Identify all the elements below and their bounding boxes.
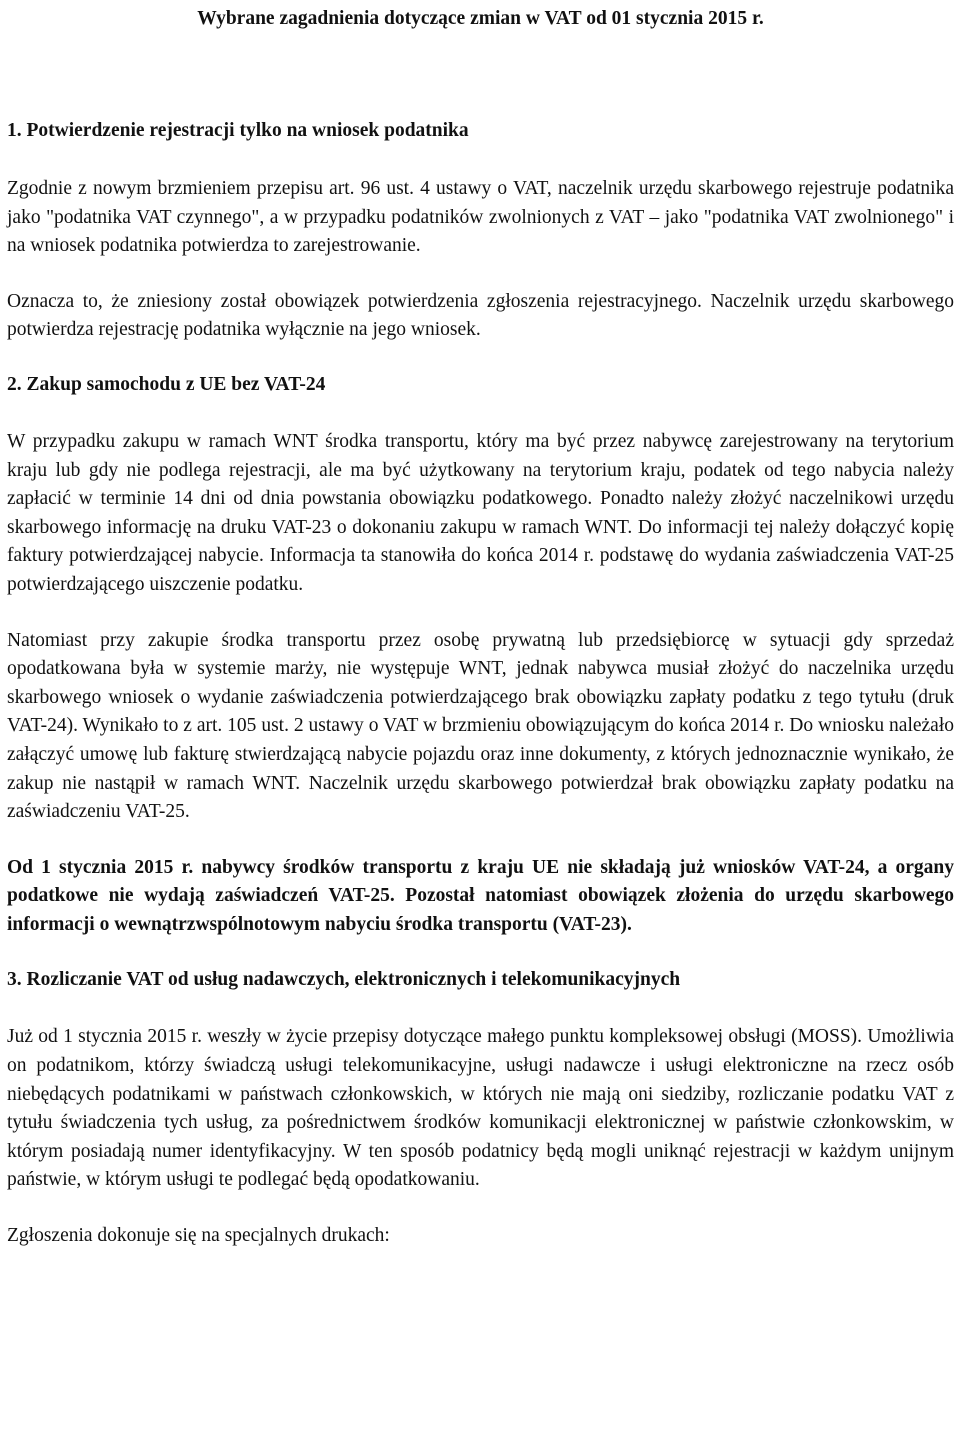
section-3-paragraph-2: Zgłoszenia dokonuje się na specjalnych drukach: xyxy=(7,1225,390,1247)
section-2-paragraph-3: Od 1 stycznia 2015 r. nabywcy środków transportu z kraju UE nie składają już wniosków VAT-24, a organy podatkowe nie wydają zaświadczeń VAT-25. Pozostał natomiast obowiązek złożenia do urzędu skarbowego informacji o wewnątrzwspólnotowym nabyciu środka transportu (VAT-23). xyxy=(7,856,954,935)
section-1-heading: 1. Potwierdzenie rejestracji tylko na wniosek podatnika xyxy=(7,120,469,141)
section-1-paragraph-1: Zgodnie z nowym brzmieniem przepisu art. 96 ust. 4 ustawy o VAT, naczelnik urzędu skarbowego rejestruje podatnika jako "podatnika VAT czynnego", a w przypadku podatników zwolnionych z VAT – jako "podatnika VAT zwolnionego" i na wniosek podatnika potwierdza to zarejestrowanie. xyxy=(7,178,954,257)
section-3-paragraph-1: Już od 1 stycznia 2015 r. weszły w życie przepisy dotyczące małego punktu kompleksowej obsługi (MOSS). Umożliwia on podatnikom, którzy świadczą usługi telekomunikacyjne, usługi nadawcze i usługi elektroniczne na rzecz osób niebędących podatnikami w państwach członkowskich, w których nie mają oni siedziby, rozliczanie podatku VAT z tytułu świadczenia tych usług, za pośrednictwem środków komunikacji elektronicznej w państwie członkowskim, w którym posiadają numer identyfikacyjny. W ten sposób podatnicy będą mogli uniknąć rejestracji w każdym unijnym państwie, w którym usługi te podlegać będą opodatkowaniu. xyxy=(7,1026,954,1191)
section-2-paragraph-1: W przypadku zakupu w ramach WNT środka transportu, który ma być przez nabywcę zarejestrowany na terytorium kraju lub gdy nie podlega rejestracji, ale ma być użytkowany na terytorium kraju, podatek od tego nabycia należy zapłacić w terminie 14 dni od dnia powstania obowiązku podatkowego. Ponadto należy złożyć naczelnikowi urzędu skarbowego informację na druku VAT-23 o dokonaniu zakupu w ramach WNT. Do informacji tej należy dołączyć kopię faktury potwierdzającej nabycie. Informacja ta stanowiła do końca 2014 r. podstawę do wydania zaświadczenia VAT-25 potwierdzającego uiszczenie podatku. xyxy=(7,430,954,595)
document-title: Wybrane zagadnienia dotyczące zmian w VAT od 01 stycznia 2015 r. xyxy=(197,8,764,29)
section-3-heading: 3. Rozliczanie VAT od usług nadawczych, elektronicznych i telekomunikacyjnych xyxy=(7,969,681,991)
section-2-heading: 2. Zakup samochodu z UE bez VAT-24 xyxy=(7,373,326,395)
section-1-paragraph-2: Oznacza to, że zniesiony został obowiązek potwierdzenia zgłoszenia rejestracyjnego. Naczelnik urzędu skarbowego potwierdza rejestrację podatnika wyłącznie na jego wniosek. xyxy=(7,290,954,341)
document-page xyxy=(7,0,954,1251)
section-2-paragraph-2: Natomiast przy zakupie środka transportu przez osobę prywatną lub przedsiębiorcę w sytuacji gdy sprzedaż opodatkowana była w systemie marży, nie występuje WNT, jednak nabywca musiał złożyć do naczelnika urzędu skarbowego wniosek o wydanie zaświadczenia potwierdzającego brak obowiązku zapłaty podatku z tego tytułu (druk VAT-24). Wynikało to z art. 105 ust. 2 ustawy o VAT w brzmieniu obowiązującym do końca 2014 r. Do wniosku należało załączyć umowę lub fakturę stwierdzającą nabycie pojazdu oraz inne dokumenty, z których jednoznacznie wynikało, że zakup nie nastąpił w ramach WNT. Naczelnik urzędu skarbowego potwierdzał brak obowiązku zapłaty podatku na zaświadczeniu VAT-25. xyxy=(7,629,954,823)
